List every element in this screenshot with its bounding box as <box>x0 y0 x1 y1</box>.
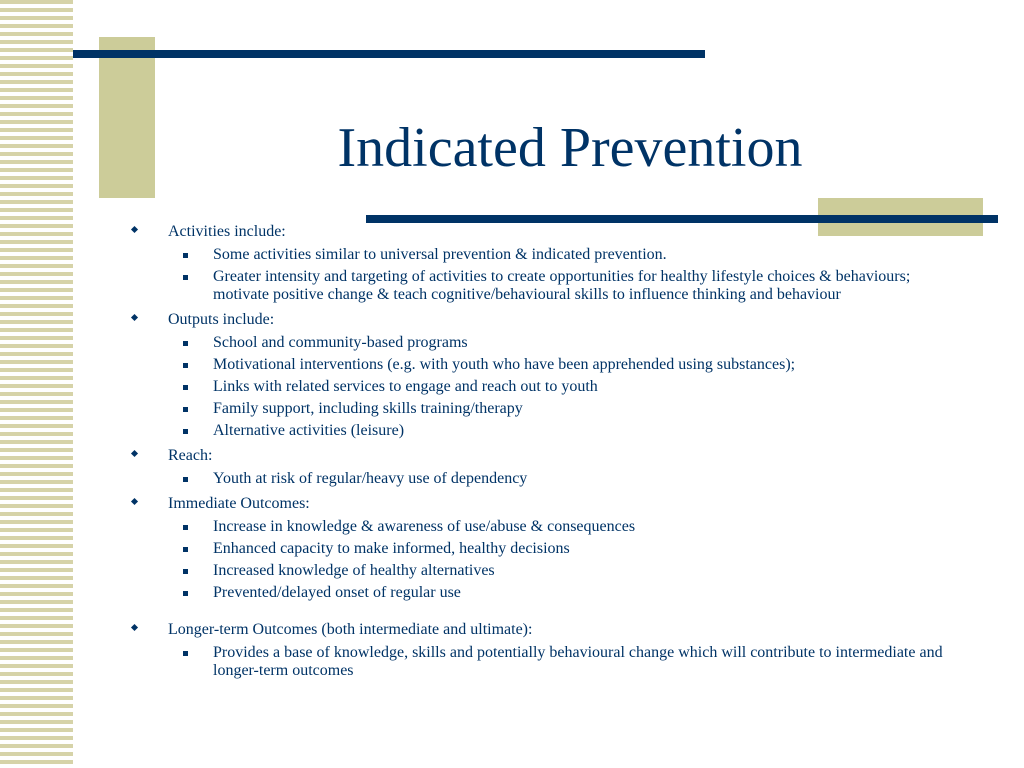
section-heading: Longer-term Outcomes (both intermediate and ultimate): <box>168 621 533 638</box>
list-item-text: Increased knowledge of healthy alternatives <box>213 562 495 579</box>
square-bullet-icon <box>183 275 188 280</box>
list-item <box>128 246 948 264</box>
square-bullet-icon <box>183 477 188 482</box>
top-tan-block <box>99 37 155 198</box>
list-item-text: School and community-based programs <box>213 334 468 351</box>
square-bullet-icon <box>183 591 188 596</box>
square-bullet-icon <box>183 651 188 656</box>
section-outputs <box>128 310 948 330</box>
left-stripe-decoration <box>0 0 73 768</box>
list-item <box>128 518 948 536</box>
diamond-bullet-icon <box>131 226 138 233</box>
section-heading: Immediate Outcomes: <box>168 495 310 512</box>
list-item-text: Provides a base of knowledge, skills and potentially behavioural change which will contribute to intermediate and longer-term outcomes <box>213 644 943 679</box>
section-immediate-outcomes <box>128 494 948 514</box>
diamond-bullet-icon <box>131 450 138 457</box>
square-bullet-icon <box>183 547 188 552</box>
section-reach <box>128 446 948 466</box>
list-item <box>128 584 948 602</box>
list-item-text: Enhanced capacity to make informed, healthy decisions <box>213 540 570 557</box>
list-item <box>128 470 948 488</box>
square-bullet-icon <box>183 429 188 434</box>
list-item <box>128 562 948 580</box>
section-heading: Activities include: <box>168 223 286 240</box>
list-item-text: Motivational interventions (e.g. with youth who have been apprehended using substances); <box>213 356 796 373</box>
section-heading: Reach: <box>168 447 213 464</box>
list-item-text: Prevented/delayed onset of regular use <box>213 584 461 601</box>
section-activities <box>128 222 948 242</box>
list-item-text: Some activities similar to universal prevention & indicated prevention. <box>213 246 667 263</box>
list-item-text: Greater intensity and targeting of activities to create opportunities for healthy lifestyle choices & behaviours; motivate positive change & teach cognitive/behavioural skills to influence thinking and behaviour <box>213 268 911 303</box>
square-bullet-icon <box>183 341 188 346</box>
list-item <box>128 356 948 374</box>
list-item-text: Links with related services to engage and reach out to youth <box>213 378 598 395</box>
list-item <box>128 268 948 304</box>
list-item <box>128 540 948 558</box>
list-item <box>128 644 948 680</box>
diamond-bullet-icon <box>131 624 138 631</box>
square-bullet-icon <box>183 569 188 574</box>
list-item <box>128 334 948 352</box>
square-bullet-icon <box>183 525 188 530</box>
top-navy-bar <box>73 50 705 58</box>
list-item-text: Youth at risk of regular/heavy use of dependency <box>213 470 528 487</box>
square-bullet-icon <box>183 385 188 390</box>
square-bullet-icon <box>183 253 188 258</box>
diamond-bullet-icon <box>131 314 138 321</box>
list-item-text: Increase in knowledge & awareness of use/abuse & consequences <box>213 518 636 535</box>
diamond-bullet-icon <box>131 498 138 505</box>
slide-title: Indicated Prevention <box>337 117 803 179</box>
list-item <box>128 378 948 396</box>
list-item-text: Alternative activities (leisure) <box>213 422 405 439</box>
slide-body <box>128 222 948 680</box>
section-longer-term-outcomes <box>128 620 948 640</box>
square-bullet-icon <box>183 407 188 412</box>
square-bullet-icon <box>183 363 188 368</box>
list-item <box>128 422 948 440</box>
list-item <box>128 400 948 418</box>
list-item-text: Family support, including skills training/therapy <box>213 400 523 417</box>
section-heading: Outputs include: <box>168 311 275 328</box>
